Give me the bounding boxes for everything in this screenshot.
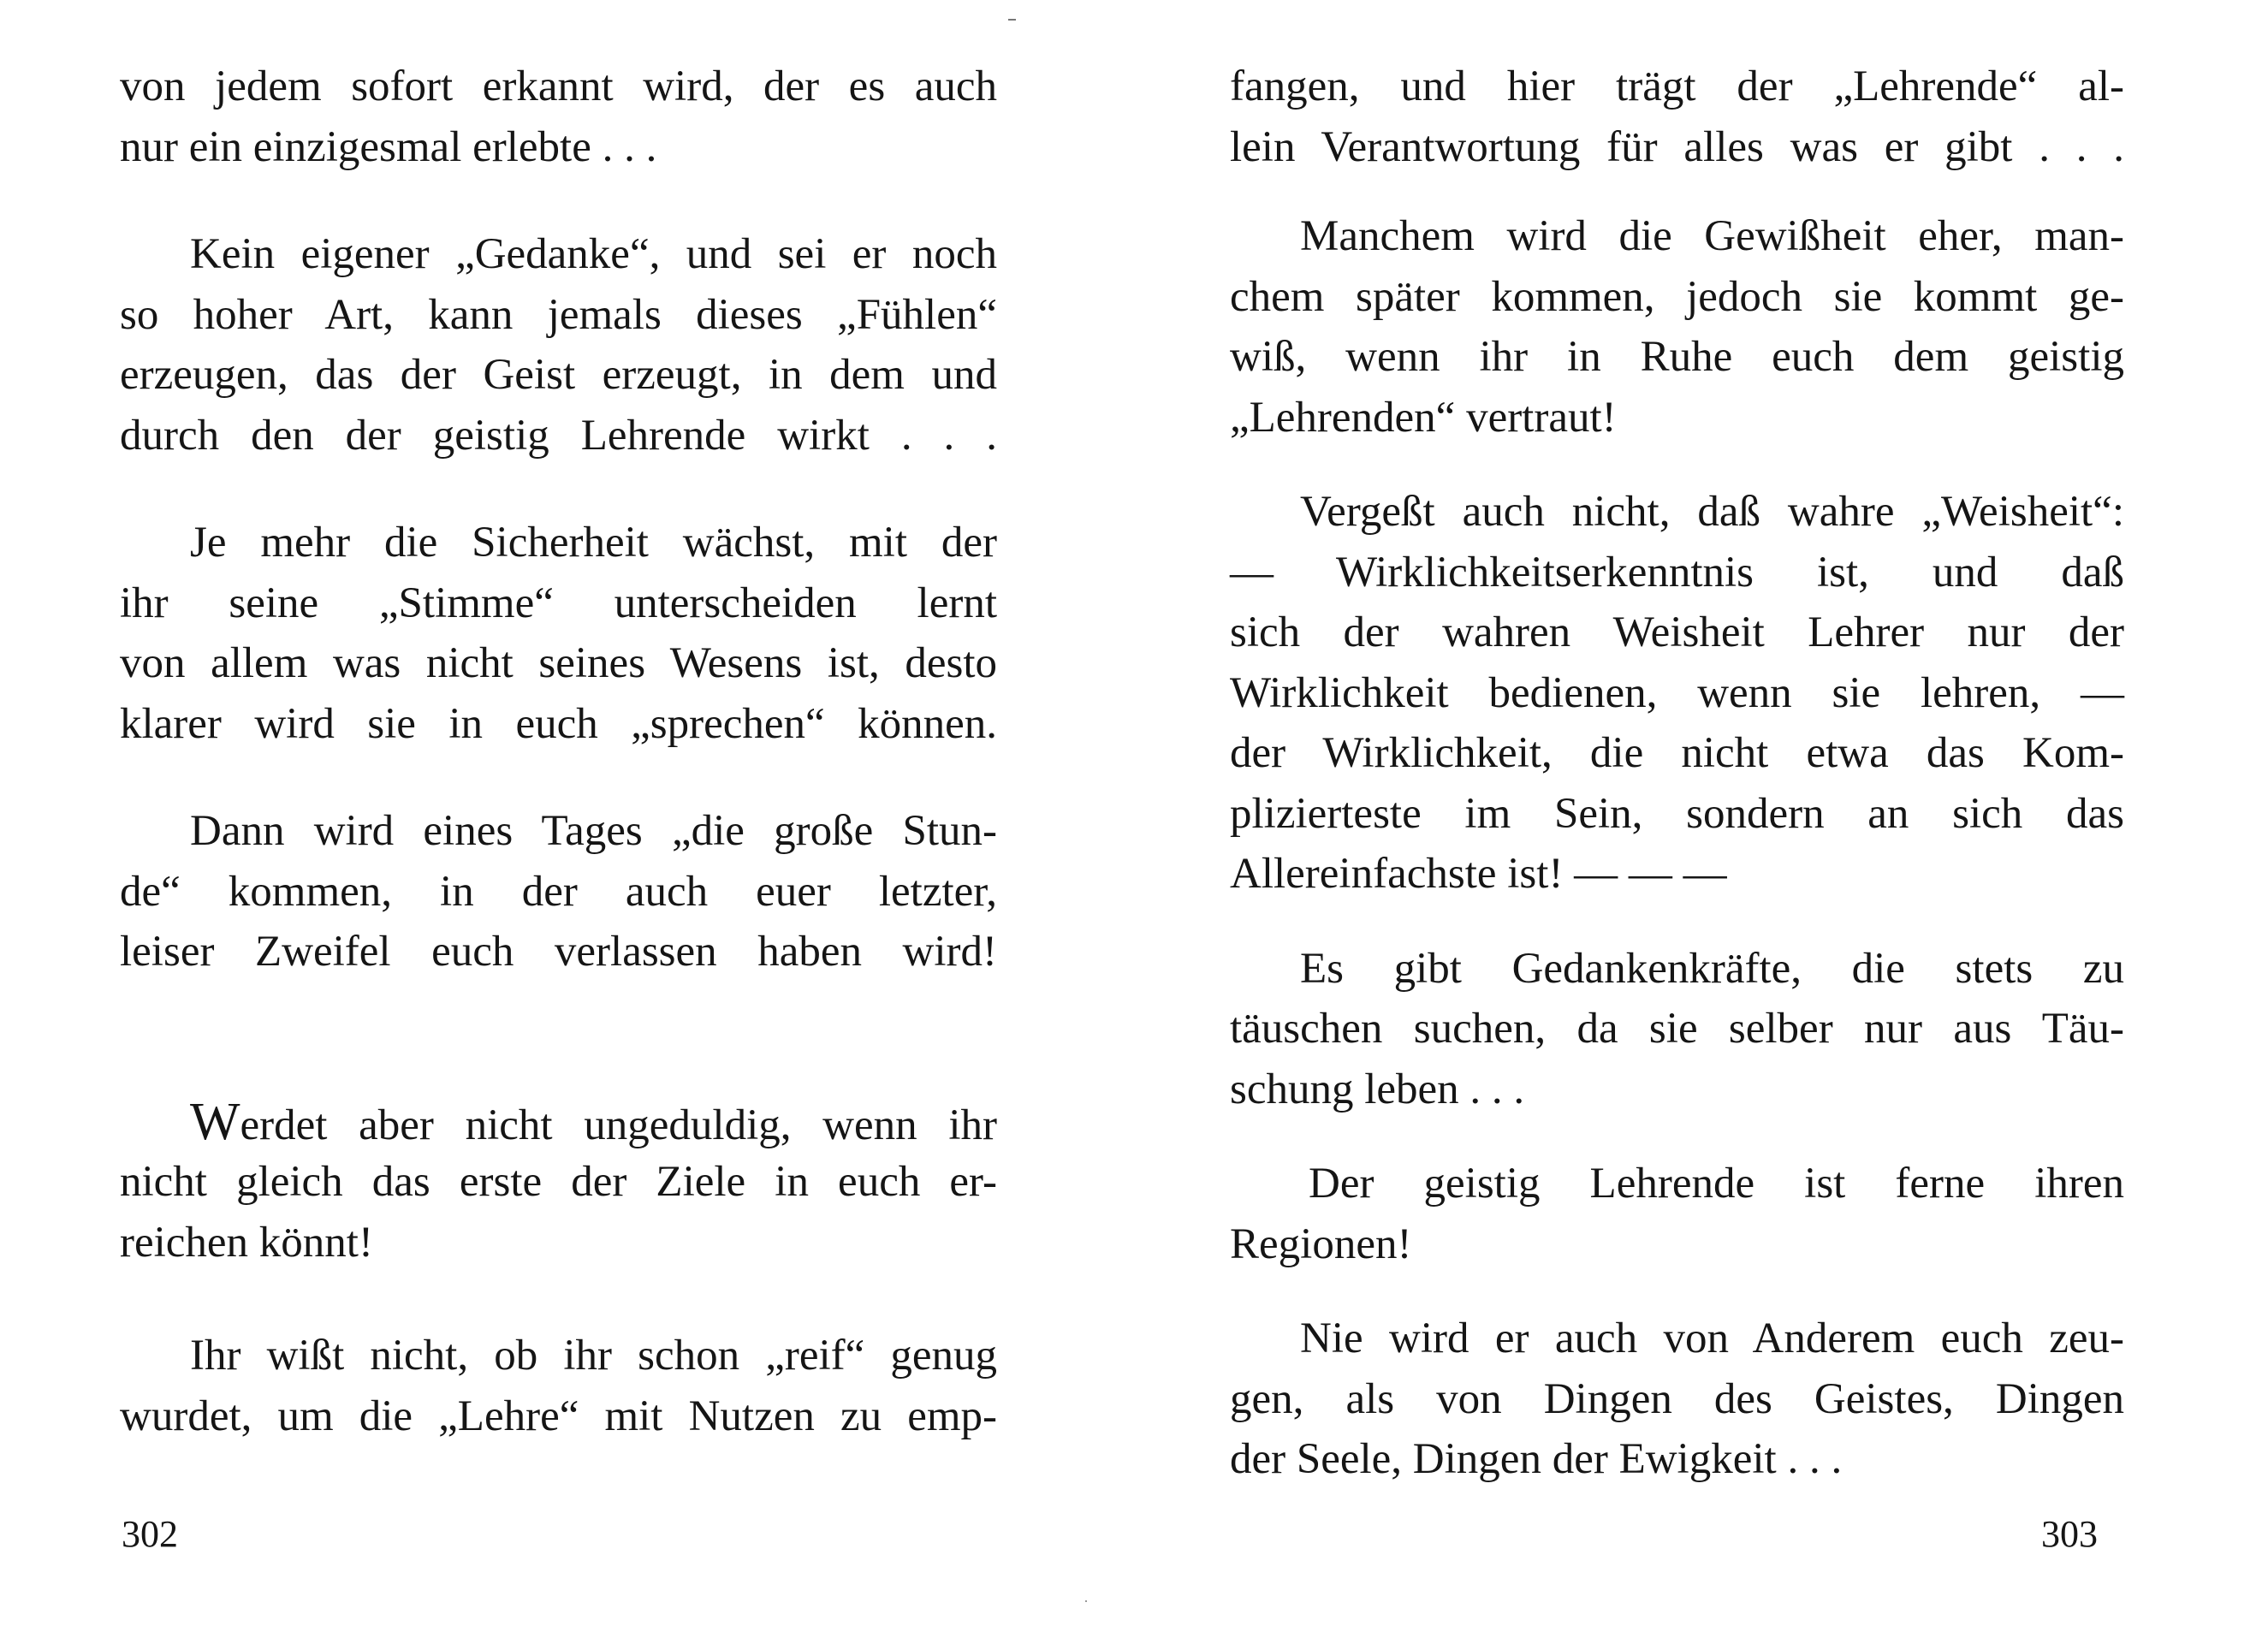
text-line: wiß, wenn ihr in Ruhe euch dem geistig — [1230, 333, 2124, 381]
text-line: Ihr wißt nicht, ob ihr schon „reif“ genug — [190, 1332, 997, 1380]
text-line: chem später kommen, jedoch sie kommt ge- — [1230, 272, 2124, 321]
text-line: Manchem wird die Gewißheit eher, man- — [1300, 212, 2124, 260]
paragraph — [120, 224, 997, 466]
text-line: Je mehr die Sicherheit wächst, mit der — [190, 519, 997, 567]
text-line: plizierteste im Sein, sondern an sich das — [1230, 789, 2124, 838]
text-line: gen, als von Dingen des Geistes, Dingen — [1230, 1374, 2124, 1423]
initial-letter: W — [190, 1092, 240, 1151]
paragraph — [120, 801, 997, 982]
text-line: schung leben . . . — [1230, 1065, 1525, 1113]
text-line: von jedem sofort erkannt wird, der es auch — [120, 62, 997, 110]
text-line: so hoher Art, kann jemals dieses „Fühlen“ — [120, 290, 997, 339]
paragraph — [120, 1326, 997, 1446]
right-text-column — [1230, 56, 2124, 1490]
text-line: von allem was nicht seines Wesens ist, desto — [120, 639, 997, 687]
paragraph — [120, 56, 997, 177]
text-line: klarer wird sie in euch „sprechen“ können. — [120, 699, 997, 748]
text-line: Allereinfachste ist! — — — — [1230, 850, 1727, 898]
text-line: de“ kommen, in der auch euer letzter, — [120, 867, 997, 916]
paragraph — [1230, 56, 2124, 177]
paragraph — [120, 1092, 997, 1273]
left-text-column — [120, 56, 997, 1446]
text-line: — Wirklichkeitserkenntnis ist, und daß — [1230, 548, 2124, 596]
text-line: nur ein einzigesmal erlebte . . . — [120, 122, 657, 171]
text-line: „Lehrenden“ vertraut! — [1230, 393, 1617, 442]
text-line: Regionen! — [1230, 1220, 1412, 1268]
text-line: Es gibt Gedankenkräfte, die stets zu — [1300, 944, 2124, 993]
text-line: reichen könnt! — [120, 1218, 373, 1267]
text-line: Dann wird eines Tages „die große Stun- — [190, 807, 997, 855]
text-line: Der geistig Lehrende ist ferne ihren — [1309, 1160, 2124, 1208]
text-line: erzeugen, das der Geist erzeugt, in dem und — [120, 351, 997, 399]
text-line: Nie wird er auch von Anderem euch zeu- — [1300, 1314, 2124, 1362]
text-line: lein Verantwortung für alles was er gibt . . . — [1230, 122, 2124, 171]
paragraph — [1230, 939, 2124, 1120]
page-number: 302 — [122, 1513, 178, 1555]
text-line: nicht gleich das erste der Ziele in euch er- — [120, 1158, 997, 1206]
text-line: wurdet, um die „Lehre“ mit Nutzen zu emp- — [120, 1392, 997, 1440]
text-line: fangen, und hier trägt der „Lehrende“ al- — [1230, 62, 2124, 110]
paragraph — [1230, 1309, 2124, 1490]
page-number: 303 — [2041, 1513, 2098, 1555]
text-line: Wirklichkeit bedienen, wenn sie lehren, — — [1230, 668, 2124, 717]
text-line: sich der wahren Weisheit Lehrer nur der — [1230, 608, 2124, 656]
text-line-rest: erdet aber nicht ungeduldig, wenn ihr — [240, 1101, 997, 1149]
right-page — [1134, 0, 2268, 1626]
text-line: der Wirklichkeit, die nicht etwa das Kom- — [1230, 729, 2124, 777]
paragraph — [1230, 482, 2124, 905]
text-line: der Seele, Dingen der Ewigkeit . . . — [1230, 1435, 1843, 1483]
paragraph — [1230, 206, 2124, 448]
text-line — [120, 1092, 997, 1153]
text-line: Kein eigener „Gedanke“, und sei er noch — [190, 230, 997, 278]
paragraph — [1230, 1154, 2124, 1274]
paragraph — [120, 513, 997, 754]
text-line: ihr seine „Stimme“ unterscheiden lernt — [120, 579, 997, 627]
text-line: leiser Zweifel euch verlassen haben wird! — [120, 928, 997, 976]
text-line: Vergeßt auch nicht, daß wahre „Weisheit“: — [1300, 488, 2124, 536]
text-line: durch den der geistig Lehrende wirkt . . . — [120, 411, 997, 460]
text-line: täuschen suchen, da sie selber nur aus Täu- — [1230, 1005, 2124, 1053]
